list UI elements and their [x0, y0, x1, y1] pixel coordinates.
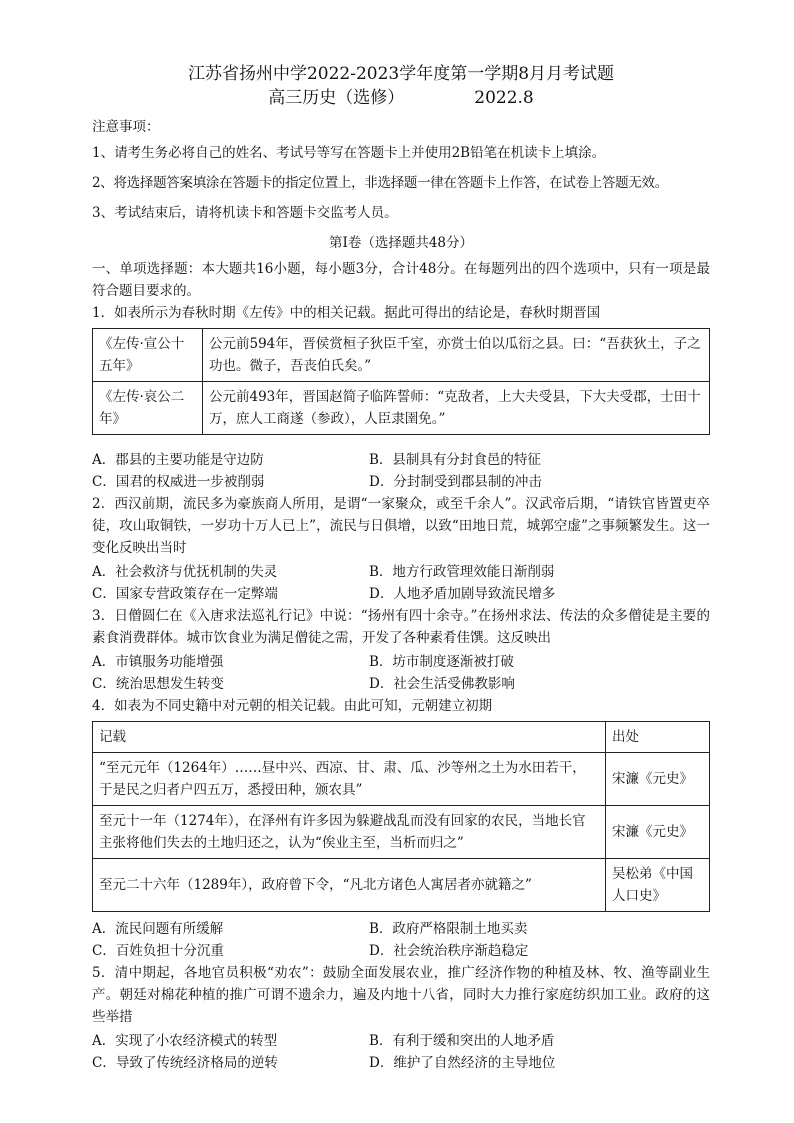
option-d[interactable]: D．维护了自然经济的主导地位 [369, 1055, 556, 1071]
option-c[interactable]: C．统治思想发生转变 [92, 676, 224, 692]
option-b[interactable]: B．地方行政管理效能日渐削弱 [369, 564, 555, 580]
option-d[interactable]: D．分封制受到郡县制的冲击 [369, 474, 542, 490]
question-4-stem: 4．如表为不同史籍中对元朝的相关记载。由此可知，元朝建立初期 [92, 698, 493, 714]
table-header-source: 出处 [606, 722, 710, 753]
section-title: 第Ⅰ卷（选择题共48分） [328, 235, 473, 251]
option-b[interactable]: B．有利于缓和突出的人地矛盾 [369, 1033, 555, 1049]
option-b[interactable]: B．政府严格限制土地买卖 [369, 921, 528, 937]
table-row [93, 806, 710, 859]
table-row [93, 382, 710, 435]
option-a[interactable]: A．流民问题有所缓解 [92, 921, 224, 937]
section-instruction: 一、单项选择题：本大题共16小题，每小题3分，合计48分。在每题列出的四个选项中，只有一项是最符合题目要求的。 [92, 261, 710, 299]
option-d[interactable]: D．人地矛盾加剧导致流民增多 [369, 586, 556, 602]
option-c[interactable]: C．国君的权威进一步被削弱 [92, 474, 265, 490]
subject-label: 高三历史（选修） [268, 88, 405, 108]
option-d[interactable]: D．社会统治秩序渐趋稳定 [369, 943, 529, 959]
table-cell-source: 吴松弟《中国人口史》 [606, 859, 710, 912]
option-a[interactable]: A．郡县的主要功能是守边防 [92, 452, 264, 468]
table-cell-record: 至元十一年（1274年），在泽州有许多因为躲避战乱而没有回家的农民，当地长官主张将他们失去的土地归还之，认为“俟业主至，当析而归之” [93, 806, 606, 859]
question-5-options [92, 1030, 710, 1074]
table-header-row [93, 722, 710, 753]
question-4-table [92, 721, 710, 912]
table-cell-source: 《左传·宣公十五年》 [93, 329, 203, 382]
table-row [93, 859, 710, 912]
option-a[interactable]: A．实现了小农经济模式的转型 [92, 1033, 278, 1049]
table-cell-record: 至元二十六年（1289年），政府曾下令，“凡北方诸色人寓居者亦就籍之” [93, 859, 606, 912]
question-1-stem: 1．如表所示为春秋时期《左传》中的相关记载。据此可得出的结论是，春秋时期晋国 [92, 305, 601, 321]
notice-item: 2、将选择题答案填涂在答题卡的指定位置上，非选择题一律在答题卡上作答，在试卷上答题无效。 [92, 175, 668, 191]
question-1-options [92, 449, 710, 493]
question-3-options [92, 651, 710, 695]
exam-title: 江苏省扬州中学2022-2023学年度第一学期8月月考试题 [187, 64, 615, 84]
option-a[interactable]: A．社会救济与优抚机制的失灵 [92, 564, 278, 580]
table-cell-source: 《左传·哀公二年》 [93, 382, 203, 435]
option-b[interactable]: B．县制具有分封食邑的特征 [369, 452, 541, 468]
option-c[interactable]: C．导致了传统经济格局的逆转 [92, 1055, 278, 1071]
table-cell-record: 公元前493年，晋国赵简子临阵誓师：“克敌者，上大夫受县，下大夫受郡，士田十万，庶人工商遂（参政），人臣隶圉免。” [203, 382, 710, 435]
table-cell-record: 公元前594年，晋侯赏桓子狄臣千室，亦赏士伯以瓜衍之县。曰：“吾获狄土，子之功也。微子，吾丧伯氏矣。” [203, 329, 710, 382]
table-row [93, 753, 710, 806]
notice-item: 1、请考生务必将自己的姓名、考试号等写在答题卡上并使用2B铅笔在机读卡上填涂。 [92, 145, 606, 161]
question-5-stem: 5．清中期起，各地官员积极“劝农”：鼓励全面发展农业，推广经济作物的种植及林、牧、渔等副业生产。朝廷对棉花种植的推广可谓不遗余力，遍及内地十八省，同时大力推行家庭纺织加工业。政府的这些举措 [92, 965, 710, 1025]
exam-subtitle [92, 86, 710, 110]
table-cell-source: 宋濂《元史》 [606, 806, 710, 859]
notice-item: 3、考试结束后，请将机读卡和答题卡交监考人员。 [92, 205, 398, 221]
table-header-record: 记载 [93, 722, 606, 753]
table-row [93, 329, 710, 382]
option-a[interactable]: A．市镇服务功能增强 [92, 654, 224, 670]
table-cell-source: 宋濂《元史》 [606, 753, 710, 806]
question-2-stem: 2．西汉前期，流民多为豪族商人所用，是谓“一家聚众，或至千余人”。汉武帝后期，“请铁官皆置吏卒徒，攻山取铜铁，一岁功十万人已上”，流民与日俱增，以致“田地日荒，城郭空虚”之事频繁发生。这一变化反映出当时 [92, 496, 710, 556]
question-4-options [92, 918, 710, 962]
option-c[interactable]: C．百姓负担十分沉重 [92, 943, 224, 959]
question-1-table [92, 328, 710, 435]
option-c[interactable]: C．国家专营政策存在一定弊端 [92, 586, 278, 602]
question-2-options [92, 561, 710, 605]
exam-date: 2022.8 [474, 88, 534, 108]
notice-heading: 注意事项： [92, 119, 160, 135]
table-cell-record: “至元元年（1264年）……昼中兴、西凉、甘、肃、瓜、沙等州之土为水田若干，于是民之归者户四五万，悉授田种，颁农具” [93, 753, 606, 806]
exam-page [92, 62, 710, 1074]
question-3-stem: 3．日僧圆仁在《入唐求法巡礼行记》中说：“扬州有四十余寺。”在扬州求法、传法的众多僧徒是主要的素食消费群体。城市饮食业为满足僧徒之需，开发了各种素肴佳馔。这反映出 [92, 608, 710, 646]
option-d[interactable]: D．社会生活受佛教影响 [369, 676, 515, 692]
option-b[interactable]: B．坊市制度逐渐被打破 [369, 654, 514, 670]
